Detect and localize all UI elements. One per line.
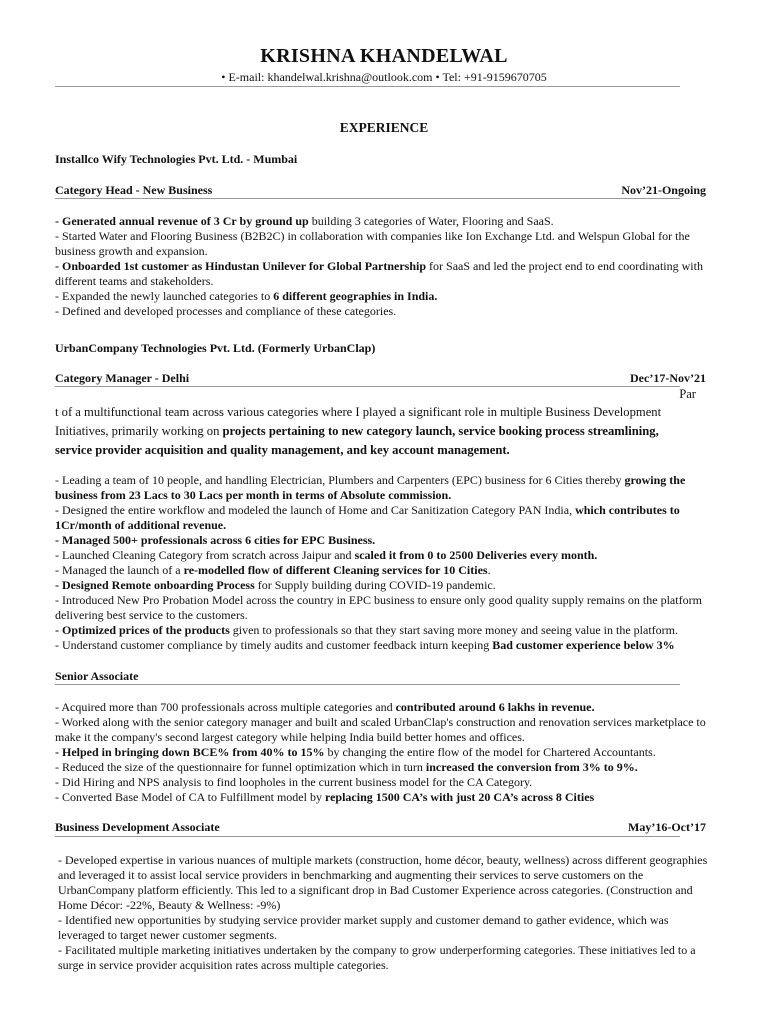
bullet: - Facilitated multiple marketing initiatives undertaken by the company to grow underperforming categories. These initiatives led to a surge in service provider acquisition rates across multiple categories. [58,943,696,972]
company-wify: Installco Wify Technologies Pvt. Ltd. - Mumbai [55,152,298,166]
bullet: - Optimized prices of the products given to professionals so that they start saving more money and seeing value in the platform. [55,623,678,637]
dates-category-manager: Dec’17-Nov’21 [630,371,706,385]
uc-intro [55,403,745,460]
bullet: - Acquired more than 700 professionals across multiple categories and contributed around 6 lakhs in revenue. [55,700,595,714]
role-category-manager: Category Manager - Delhi [55,371,190,385]
role-divider-business-development-associate [55,836,680,837]
role-business-development-associate: Business Development Associate [55,820,220,834]
bda-bullets [58,853,713,973]
role-divider-category-head [55,198,680,199]
bullet: - Managed the launch of a re-modelled flow of different Cleaning services for 10 Cities. [55,563,491,577]
intro-line: Initiatives, primarily working on projects pertaining to new category launch, service booking process streamlining, [55,424,659,438]
company-urbancompany: UrbanCompany Technologies Pvt. Ltd. (Formerly UrbanClap) [55,341,376,355]
dates-category-head: Nov’21-Ongoing [621,183,706,197]
bullet: - Leading a team of 10 people, and handling Electrician, Plumbers and Carpenters (EPC) business for 6 Cities thereby growing the business from 23 Lacs to 30 Lacs per month in terms of Absolute commission. [55,473,686,502]
section-title-experience: EXPERIENCE [339,120,429,135]
bullet: - Converted Base Model of CA to Fulfillment model by replacing 1500 CA’s with just 20 CA’s across 8 Cities [55,790,595,804]
wify-bullets [55,214,723,319]
role-senior-associate: Senior Associate [55,669,139,683]
bullet: - Did Hiring and NPS analysis to find loopholes in the current business model for the CA Category. [55,775,533,789]
dates-business-development-associate: May’16-Oct’17 [628,820,706,834]
header-divider [55,86,680,87]
bullet: - Reduced the size of the questionnaire for funnel optimization which in turn increased the conversion from 3% to 9%. [55,760,638,774]
bullet: - Managed 500+ professionals across 6 cities for EPC Business. [55,533,376,547]
bullet: - Introduced New Pro Probation Model across the country in EPC business to ensure only good quality supply remains on the platform delivering best service to the customers. [55,593,702,622]
role-divider-category-manager [55,386,680,387]
bullet: - Onboarded 1st customer as Hindustan Unilever for Global Partnership for SaaS and led the project end to end coordinating with different teams and stakeholders. [55,259,703,288]
uc-bullets [55,473,720,653]
bullet: - Understand customer compliance by timely audits and customer feedback inturn keeping Bad customer experience below 3% [55,638,675,652]
bullet: - Helped in bringing down BCE% from 40% to 15% by changing the entire flow of the model for Chartered Accountants. [55,745,656,759]
bullet: - Generated annual revenue of 3 Cr by ground up building 3 categories of Water, Flooring and SaaS. [55,214,554,228]
bullet: - Expanded the newly launched categories to 6 different geographies in India. [55,289,438,303]
intro-fragment: Par [679,387,696,401]
contact-line: • E-mail: khandelwal.krishna@outlook.com • Tel: +91-9159670705 [221,70,547,84]
bullet: - Defined and developed processes and compliance of these categories. [55,304,397,318]
intro-line: t of a multifunctional team across various categories where I played a significant role in multiple Business Development [55,405,662,419]
bullet: - Launched Cleaning Category from scratch across Jaipur and scaled it from 0 to 2500 Deliveries every month. [55,548,598,562]
role-divider-senior-associate [55,684,680,685]
bullet: - Started Water and Flooring Business (B2B2C) in collaboration with companies like Ion Exchange Ltd. and Welspun Global for the business growth and expansion. [55,229,690,258]
bullet: - Identified new opportunities by studying service provider market supply and customer demand to gather evidence, which was leveraged to target newer customer segments. [58,913,669,942]
candidate-name: KRISHNA KHANDELWAL [260,45,508,67]
bullet: - Developed expertise in various nuances of multiple markets (construction, home décor, beauty, wellness) across different geographies and leveraged it to assist local service providers in benchmarking and augmenting their services to serve customers on the UrbanCompany platform efficiently. This led to a significant drop in Bad Customer Experience across categories. (Construction and Home Décor: -22%, Beauty & Wellness: -9%) [58,853,708,912]
bullet: - Designed the entire workflow and modeled the launch of Home and Car Sanitization Category PAN India, which contributes to 1Cr/month of additional revenue. [55,503,680,532]
bullet: - Designed Remote onboarding Process for Supply building during COVID-19 pandemic. [55,578,496,592]
sa-bullets [55,700,725,805]
bullet: - Worked along with the senior category manager and built and scaled UrbanClap's construction and renovation services marketplace to make it the company's second largest category while helping India build better homes and offices. [55,715,706,744]
role-category-head: Category Head - New Business [55,183,213,197]
intro-line: service provider acquisition and quality management, and key account management. [55,443,510,457]
